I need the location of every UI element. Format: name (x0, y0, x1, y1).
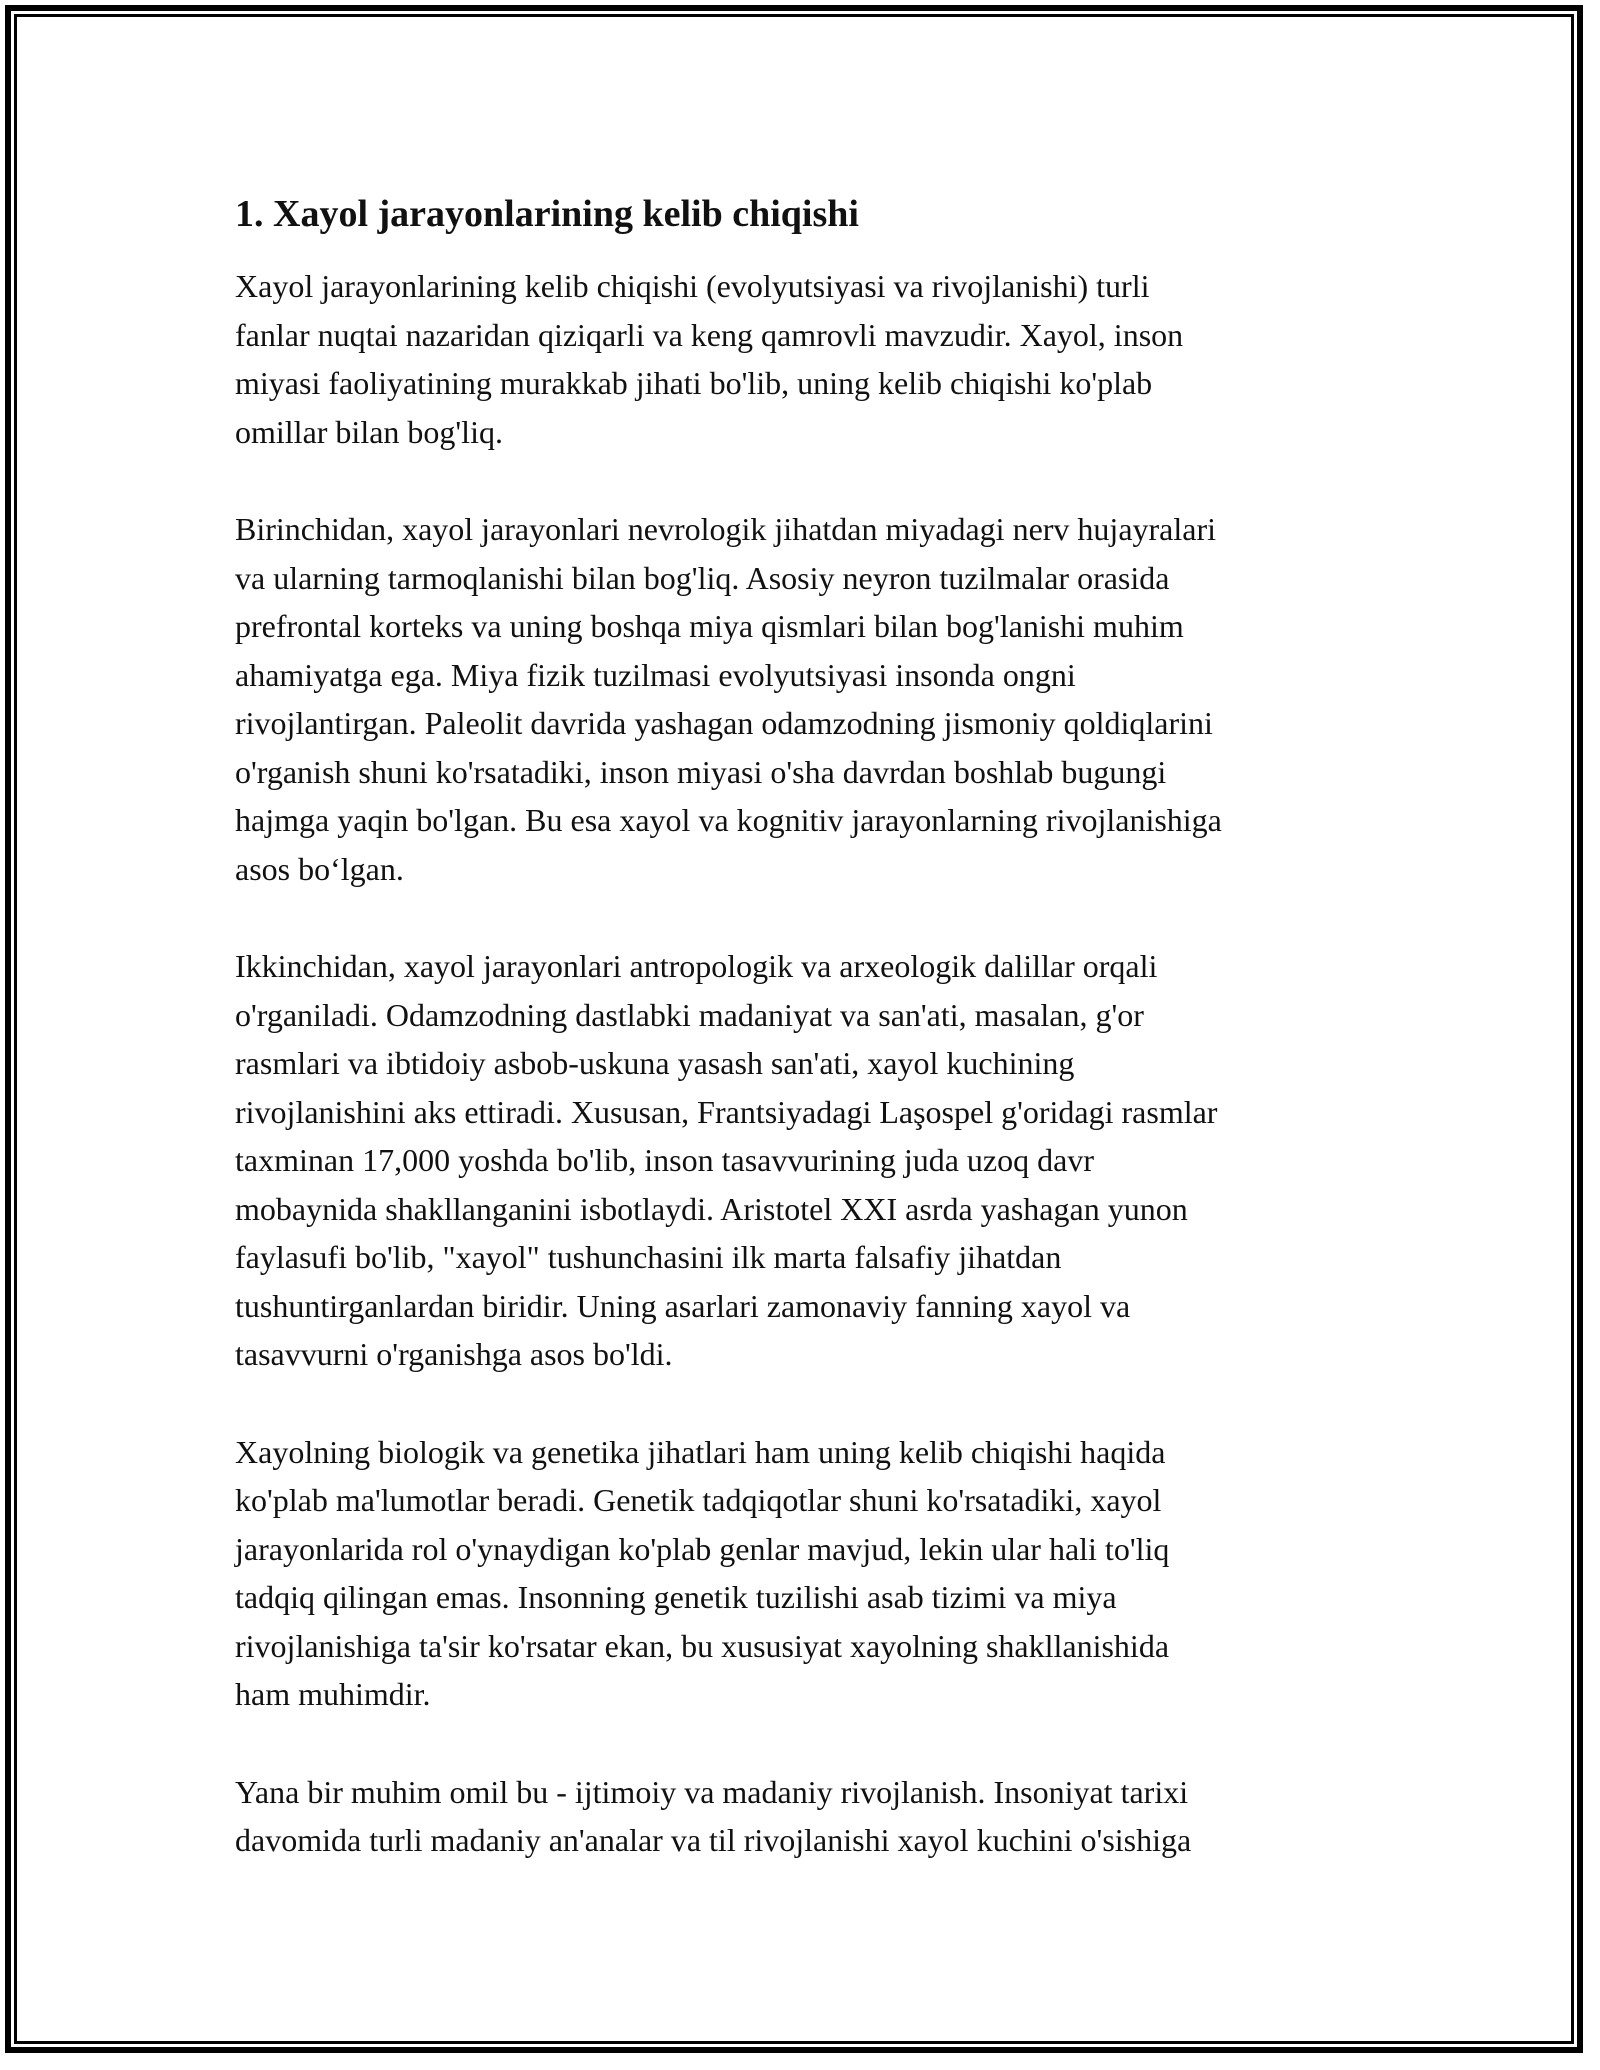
paragraph-line: Yana bir muhim omil bu - ijtimoiy va madaniy rivojlanish. Insoniyat tarixi (235, 1773, 1189, 1810)
paragraph-line: tasavvurni o'rganishga asos bo'ldi. (235, 1336, 673, 1372)
paragraph-line: prefrontal korteks va uning boshqa miya qismlari bilan bog'lanishi muhim (235, 608, 1184, 644)
paragraph-list (235, 262, 1375, 1865)
document-body (235, 190, 1375, 1914)
paragraph-line: hajmga yaqin bo'lgan. Bu esa xayol va kognitiv jarayonlarning rivojlanishiga (235, 802, 1222, 838)
paragraph-line: rivojlanishiga ta'sir ko'rsatar ekan, bu xususiyat xayolning shakllanishida (235, 1627, 1170, 1664)
paragraph (235, 505, 1375, 893)
paragraph (235, 1428, 1375, 1719)
paragraph-line: omillar bilan bog'liq. (235, 413, 503, 450)
paragraph-line: rivojlanishini aks ettiradi. Xususan, Frantsiyadagi Laşospel g'oridagi rasmlar (235, 1093, 1218, 1130)
section-heading: 1. Xayol jarayonlarining kelib chiqishi (235, 193, 859, 235)
paragraph-line: ahamiyatga ega. Miya fizik tuzilmasi evolyutsiyasi insonda ongni (235, 656, 1076, 693)
paragraph (235, 262, 1375, 456)
paragraph (235, 942, 1375, 1379)
paragraph-line: va ularning tarmoqlanishi bilan bog'liq. Asosiy neyron tuzilmalar orasida (235, 559, 1170, 596)
paragraph-line: davomida turli madaniy an'analar va til rivojlanishi xayol kuchini o'sishiga (235, 1822, 1192, 1858)
paragraph-line: tushuntirganlardan biridir. Uning asarlari zamonaviy fanning xayol va (235, 1287, 1131, 1324)
paragraph-line: jarayonlarida rol o'ynaydigan ko'plab genlar mavjud, lekin ular hali to'liq (235, 1530, 1170, 1567)
paragraph-line: Ikkinchidan, xayol jarayonlari antropologik va arxeologik dalillar orqali (235, 948, 1158, 984)
paragraph-line: miyasi faoliyatining murakkab jihati bo'lib, uning kelib chiqishi ko'plab (235, 365, 1153, 401)
paragraph-line: taxminan 17,000 yoshda bo'lib, inson tasavvurining juda uzoq davr (235, 1142, 1094, 1178)
paragraph-line: ham muhimdir. (235, 1676, 431, 1712)
paragraph-line: rivojlantirgan. Paleolit davrida yashagan odamzodning jismoniy qoldiqlarini (235, 705, 1213, 741)
paragraph-line: Xayol jarayonlarining kelib chiqishi (evolyutsiyasi va rivojlanishi) turli (235, 268, 1150, 304)
paragraph-line: faylasufi bo'lib, "xayol" tushunchasini ilk marta falsafiy jihatdan (235, 1239, 1062, 1275)
paragraph-line: ko'plab ma'lumotlar beradi. Genetik tadqiqotlar shuni ko'rsatadiki, xayol (235, 1482, 1162, 1518)
paragraph-line: o'rganish shuni ko'rsatadiki, inson miyasi o'sha davrdan boshlab bugungi (235, 753, 1167, 790)
paragraph-line: rasmlari va ibtidoiy asbob-uskuna yasash san'ati, xayol kuchining (235, 1045, 1075, 1081)
paragraph-line: fanlar nuqtai nazaridan qiziqarli va keng qamrovli mavzudir. Xayol, inson (235, 316, 1184, 353)
paragraph-line: Birinchidan, xayol jarayonlari nevrologik jihatdan miyadagi nerv hujayralari (235, 511, 1217, 547)
paragraph (235, 1768, 1375, 1865)
paragraph-line: asos bo‘lgan. (235, 850, 404, 887)
paragraph-line: o'rganiladi. Odamzodning dastlabki madaniyat va san'ati, masalan, g'or (235, 996, 1144, 1033)
paragraph-line: tadqiq qilingan emas. Insonning genetik tuzilishi asab tizimi va miya (235, 1579, 1117, 1615)
paragraph-line: mobaynida shakllanganini isbotlaydi. Aristotel XXI asrda yashagan yunon (235, 1190, 1188, 1227)
paragraph-line: Xayolning biologik va genetika jihatlari ham uning kelib chiqishi haqida (235, 1433, 1166, 1470)
